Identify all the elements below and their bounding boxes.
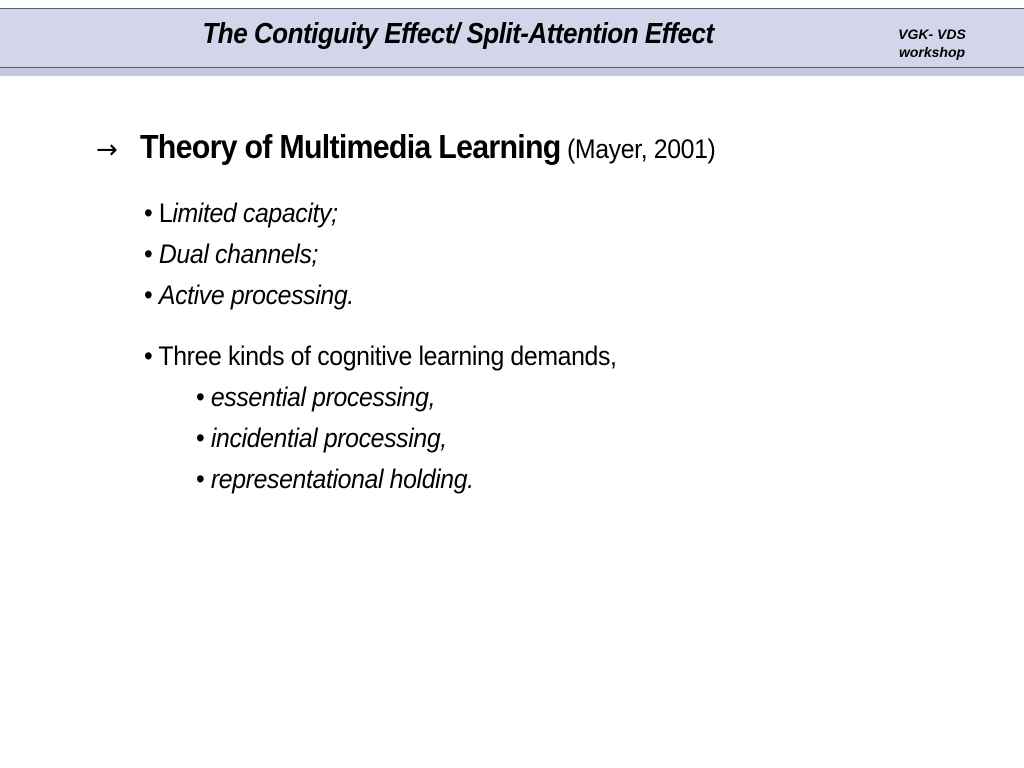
- header-tag-line2: workshop: [898, 44, 966, 60]
- principle-lead: L: [158, 198, 173, 228]
- demand-text: essential processing,: [210, 382, 436, 412]
- principle-item: [144, 280, 354, 311]
- header-shadow: [0, 68, 1024, 76]
- principle-text: Dual channels;: [158, 239, 319, 269]
- bullet-marker: •: [196, 464, 211, 494]
- demand-item: [196, 464, 474, 495]
- slide-title: The Contiguity Effect/ Split-Attention Effect: [202, 18, 714, 50]
- demand-text: representational holding.: [210, 464, 474, 494]
- bullet-marker: •: [144, 198, 159, 228]
- demands-intro: [144, 341, 617, 372]
- principle-text: Active processing.: [158, 280, 354, 310]
- heading-title: Theory of Multimedia Learning: [140, 128, 561, 165]
- bullet-marker: •: [144, 280, 159, 310]
- heading-citation: (Mayer, 2001): [567, 134, 716, 164]
- header-tag: [880, 25, 984, 61]
- bullet-marker: •: [196, 423, 211, 453]
- arrow-right-icon: →: [96, 135, 118, 165]
- heading-line: [96, 128, 729, 166]
- bullet-marker: •: [196, 382, 211, 412]
- demands-intro-text: Three kinds of cognitive learning demands,: [158, 341, 617, 371]
- bullet-marker: •: [144, 341, 159, 371]
- principle-item: [144, 198, 338, 229]
- bullet-marker: •: [144, 239, 159, 269]
- header-tag-line1: VGK- VDS: [898, 26, 966, 42]
- demand-item: [196, 423, 447, 454]
- principle-item: [144, 239, 318, 270]
- demand-text: incidential processing,: [210, 423, 447, 453]
- demand-item: [196, 382, 435, 413]
- principle-text: imited capacity;: [172, 198, 338, 228]
